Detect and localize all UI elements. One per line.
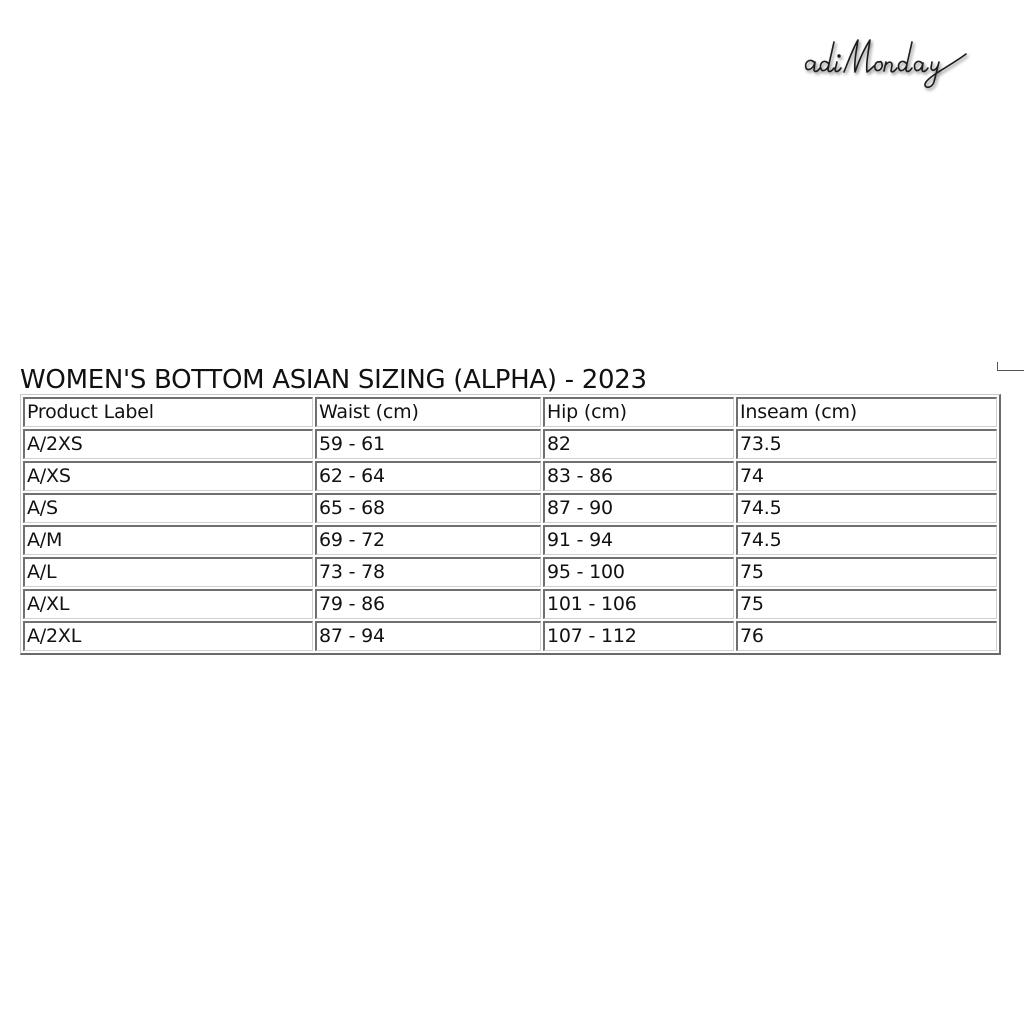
column-header-product-label: Product Label [23,397,313,427]
cell-inseam: 76 [736,621,997,651]
table-header-row [23,397,997,427]
cell-waist: 59 - 61 [315,429,541,459]
cell-inseam: 73.5 [736,429,997,459]
column-header-waist: Waist (cm) [315,397,541,427]
table-row [23,429,997,459]
cell-hip: 82 [543,429,734,459]
cell-hip: 87 - 90 [543,493,734,523]
cell-product-label: A/2XL [23,621,313,651]
signature-logo-graphic [800,28,980,100]
size-chart-body [23,397,997,651]
cell-waist: 65 - 68 [315,493,541,523]
cell-hip: 101 - 106 [543,589,734,619]
cell-product-label: A/2XS [23,429,313,459]
corner-crop-mark [997,362,1024,371]
column-header-hip: Hip (cm) [543,397,734,427]
cell-hip: 107 - 112 [543,621,734,651]
cell-waist: 87 - 94 [315,621,541,651]
table-row [23,621,997,651]
table-row [23,557,997,587]
cell-waist: 62 - 64 [315,461,541,491]
table-row [23,461,997,491]
cell-inseam: 74.5 [736,525,997,555]
cell-inseam: 74.5 [736,493,997,523]
size-chart-table [20,394,1001,655]
cell-hip: 83 - 86 [543,461,734,491]
table-row [23,493,997,523]
cell-inseam: 74 [736,461,997,491]
cell-hip: 95 - 100 [543,557,734,587]
cell-product-label: A/XS [23,461,313,491]
cell-product-label: A/M [23,525,313,555]
cell-product-label: A/XL [23,589,313,619]
brand-logo [800,28,980,100]
cell-product-label: A/L [23,557,313,587]
cell-inseam: 75 [736,557,997,587]
cell-waist: 73 - 78 [315,557,541,587]
cell-inseam: 75 [736,589,997,619]
cell-waist: 79 - 86 [315,589,541,619]
cell-waist: 69 - 72 [315,525,541,555]
cell-hip: 91 - 94 [543,525,734,555]
column-header-inseam: Inseam (cm) [736,397,997,427]
table-title: WOMEN'S BOTTOM ASIAN SIZING (ALPHA) - 2023 [20,365,647,395]
table-row [23,525,997,555]
cell-product-label: A/S [23,493,313,523]
table-row [23,589,997,619]
